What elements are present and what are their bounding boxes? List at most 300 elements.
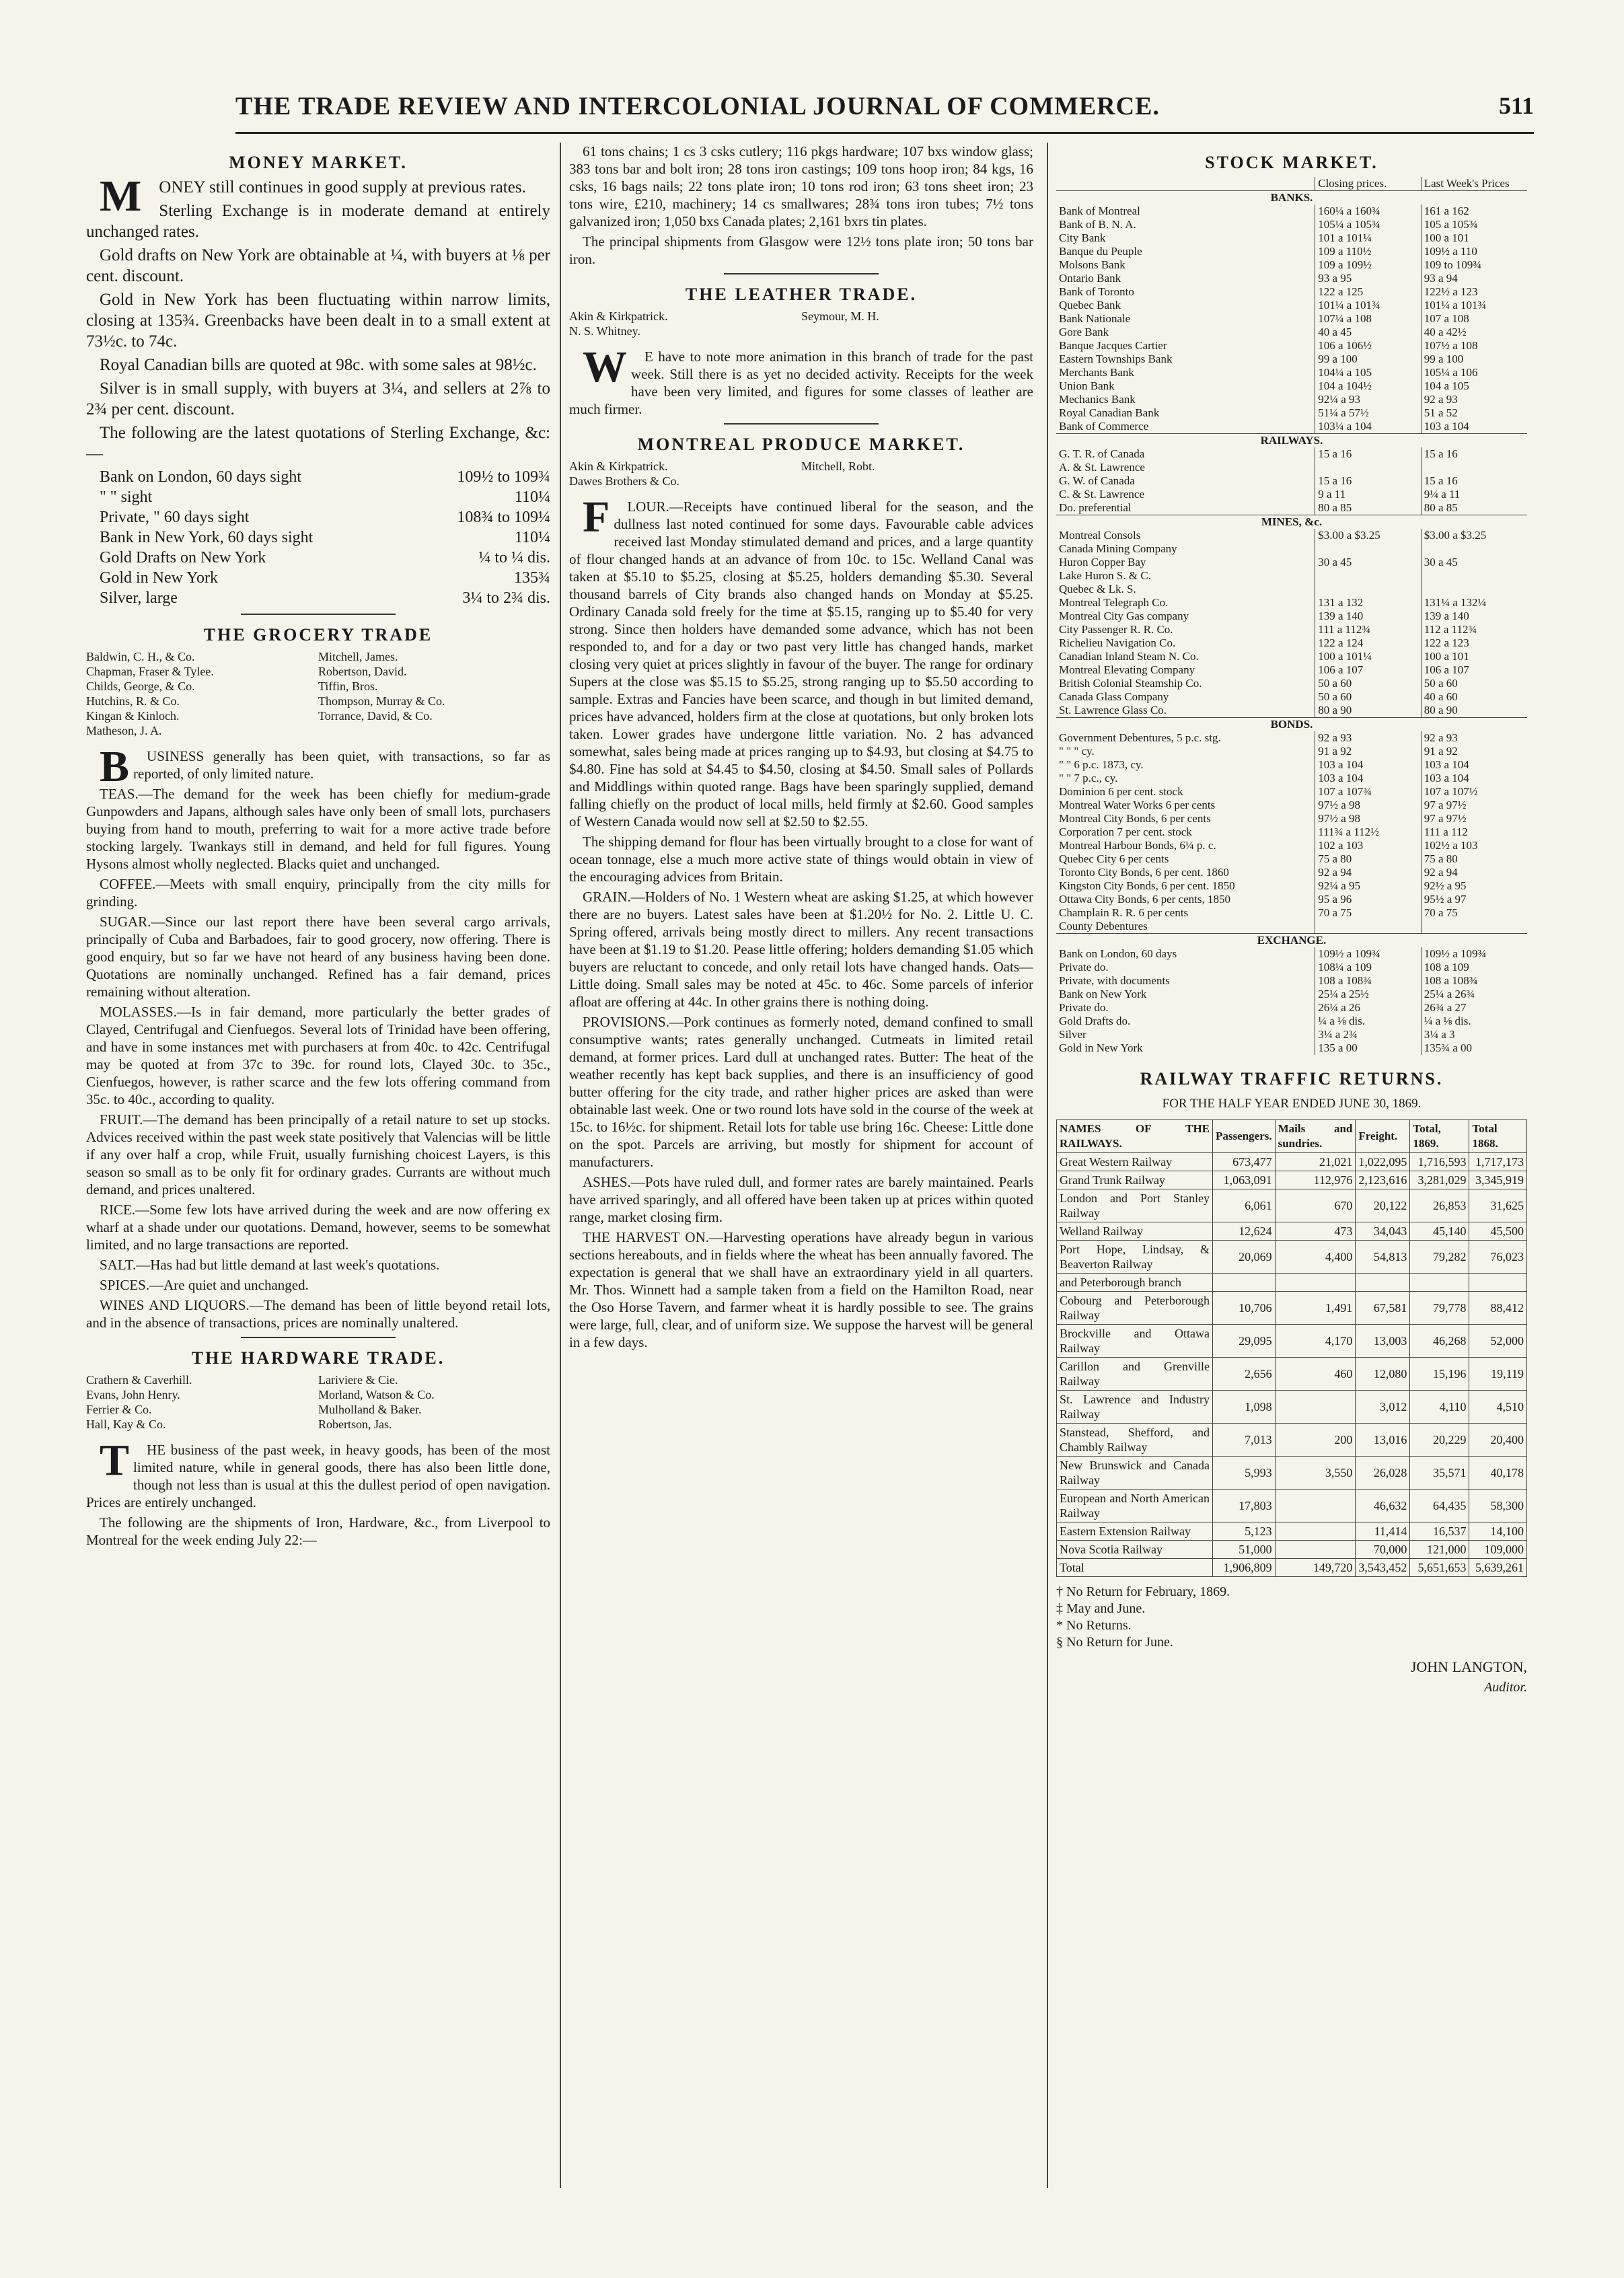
paragraph: WINES AND LIQUORS.—The demand has been of little beyond retail lots, and in the absence of transactions, prices are nominally unaltered. [86,1297,550,1331]
paragraph: 61 tons chains; 1 cs 3 csks cutlery; 116 pkgs hardware; 107 bxs window glass; 383 tons bar and bolt iron; 28 tons iron castings; 109 tons hoop iron; 84 kgs, 16 csks, 16 bags nails; 22 tons plate iron; 10 tons rod iron; 63 tons sheet iron; 23 tons wire, £210, machinery; 14 cs smallwares; 28¾ tons iron tubes; 7½ tons galvanized iron; 1,050 bxs Canada plates; 2,161 bxrs tin plates. [569,143,1033,229]
stock-closing-price: 97½ a 98 [1315,799,1421,812]
stock-last-week-price: 103 a 104 [1421,758,1527,772]
stock-closing-price: 135 a 00 [1315,1041,1421,1055]
firm-name: Kingan & Kinloch. [86,709,180,723]
paragraph: THE HARVEST ON.—Harvesting operations have already begun in various sections hereabouts, and in fields where the wheat has been annually favored. The expectation is general that we shall have an extraordinary yield in all quarters. Mr. Thos. Winnett had a sample taken from a field on the Hamilton Road, near the Oso Horse Tavern, and farmer wheat it is hardly possible to see. The grains were large, full, clear, and of uniform size. We suppose the harvest will be general in a few days. [569,1229,1033,1350]
stock-closing-price: 108¼ a 109 [1315,961,1421,974]
total-1868: 52,000 [1469,1325,1527,1358]
total-1868: 45,500 [1469,1222,1527,1241]
stock-last-week-price: 131¼ a 132¼ [1421,596,1527,610]
stock-category: BANKS. [1056,191,1527,205]
railway-row [1057,1391,1527,1424]
stock-closing-price: 92 a 94 [1315,866,1421,879]
stock-last-week-price [1421,542,1527,556]
stock-last-week-price: ¼ a ⅛ dis. [1421,1015,1527,1028]
stock-row [1056,312,1527,326]
stock-closing-price: 104 a 104½ [1315,379,1421,393]
stock-closing-price: 103¼ a 104 [1315,420,1421,434]
stock-closing-price: 91 a 92 [1315,745,1421,758]
railway-traffic-table [1056,1119,1527,1577]
stock-row [1056,1015,1527,1028]
total-1869: 64,435 [1410,1490,1469,1522]
total-1869: 46,268 [1410,1325,1469,1358]
section-rule [724,273,879,274]
paragraph: Gold in New York has been fluctuating within narrow limits, closing at 135¾. Greenbacks have been dealt in to a small extent at 73½c. to 74c. [86,291,550,351]
quotation-row [86,548,550,568]
quotation-value: 135¾ [514,569,550,587]
stock-market-heading: STOCK MARKET. [1205,153,1378,172]
railway-column-header: Total 1868. [1469,1120,1527,1153]
stock-row [1056,893,1527,906]
stock-category-row [1056,434,1527,448]
stock-name: " " 6 p.c. 1873, cy. [1059,758,1144,771]
stock-last-week-price: 40 a 60 [1421,690,1527,704]
section-rule [241,1337,396,1338]
stock-last-week-price: 105 a 105¾ [1421,218,1527,231]
column-divider [1047,143,1048,2188]
produce-market-heading: MONTREAL PRODUCE MARKET. [637,435,965,454]
railway-row [1057,1241,1527,1274]
stock-last-week-price: 103 a 104 [1421,772,1527,785]
stock-last-week-price: 50 a 60 [1421,677,1527,690]
stock-name: Do. preferential [1059,501,1132,514]
money-market-text [86,172,550,464]
passengers [1213,1274,1276,1292]
total-1868: 40,178 [1469,1457,1527,1490]
firm-name: N. S. Whitney. [569,324,640,338]
freight: 11,414 [1356,1522,1410,1541]
railway-name: Brockville and Ottawa Railway [1057,1325,1213,1358]
stock-closing-price [1315,542,1421,556]
stock-closing-price: 25¼ a 25½ [1315,988,1421,1001]
railway-column-header: Passengers. [1213,1120,1276,1153]
firm-name: Robertson, David. [318,665,407,678]
stock-col-name [1056,177,1315,191]
stock-row [1056,623,1527,636]
total-1868: 109,000 [1469,1541,1527,1559]
passengers: 6,061 [1213,1189,1276,1222]
stock-name: Canada Mining Company [1059,542,1177,555]
railway-row [1057,1358,1527,1391]
paragraph: FRUIT.—The demand has been principally of a retail nature to set up stocks. Advices received within the past week state positively that Valencias will be little if any over half a crop, while Fruit, usually furnishing choicest Layers, is this season so small as to be only fit for ordinary grades. Currants are without much demand, and prices unaltered. [86,1111,550,1198]
paragraph: Silver is in small supply, with buyers at 3¼, and sellers at 2⅞ to 2¾ per cent. discount. [86,379,550,418]
stock-last-week-price: 97 a 97½ [1421,812,1527,825]
stock-name: Quebec City 6 per cents [1059,852,1169,865]
total-1868: 14,100 [1469,1522,1527,1541]
stock-last-week-price: 107 a 108 [1421,312,1527,326]
stock-closing-price: 101¼ a 101¾ [1315,299,1421,312]
railway-row [1057,1541,1527,1559]
stock-row [1056,596,1527,610]
total-1868: 20,400 [1469,1424,1527,1457]
freight: 1,022,095 [1356,1153,1410,1171]
grocery-trade-text [86,742,550,1331]
stock-last-week-price: 40 a 42½ [1421,326,1527,339]
stock-last-week-price: 112 a 112¾ [1421,623,1527,636]
railway-name: and Peterborough branch [1057,1274,1213,1292]
firm-name: Childs, George, & Co. [86,679,195,693]
total-1869: 4,110 [1410,1391,1469,1424]
stock-row [1056,799,1527,812]
stock-name: County Debentures [1059,920,1148,932]
stock-row [1056,785,1527,799]
stock-row [1056,731,1527,745]
stock-name: Ottawa City Bonds, 6 per cents, 1850 [1059,893,1230,906]
stock-row [1056,231,1527,245]
stock-closing-price: 80 a 85 [1315,501,1421,515]
hardware-shipments-text [569,143,1033,268]
stock-last-week-price: 75 a 80 [1421,852,1527,866]
stock-last-week-price: 9¼ a 11 [1421,488,1527,501]
stock-name: Corporation 7 per cent. stock [1059,825,1192,838]
stock-closing-price [1315,920,1421,934]
stock-row [1056,379,1527,393]
stock-name: Montreal Telegraph Co. [1059,596,1169,609]
stock-closing-price: 139 a 140 [1315,610,1421,623]
firm-name: Ferrier & Co. [86,1403,152,1416]
stock-name: St. Lawrence Glass Co. [1059,704,1167,717]
stock-closing-price: 75 a 80 [1315,852,1421,866]
column-divider [560,143,561,2188]
section-rule [241,614,396,615]
stock-last-week-price [1421,583,1527,596]
stock-name: Dominion 6 per cent. stock [1059,785,1183,798]
stock-row [1056,677,1527,690]
mails-sundries: 112,976 [1275,1171,1356,1189]
paragraph: WE have to note more animation in this branch of trade for the past week. Still there is as yet no decided activity. Receipts for the week have been very limited, and figures for some classes of leather are much firmer. [569,342,1033,417]
stock-last-week-price: 135¾ a 00 [1421,1041,1527,1055]
stock-name: G. T. R. of Canada [1059,447,1145,460]
stock-last-week-price: 15 a 16 [1421,474,1527,488]
stock-closing-price: 97½ a 98 [1315,812,1421,825]
paragraph: SALT.—Has had but little demand at last week's quotations. [100,1257,440,1273]
paragraph: The shipping demand for flour has been virtually brought to a close for want of ocean tonnage, else a much more active state of things would obtain in view of the encouraging advices from Britain. [569,834,1033,885]
stock-last-week-price: 70 a 75 [1421,906,1527,920]
freight: 3,543,452 [1356,1559,1410,1577]
stock-category: EXCHANGE. [1056,934,1527,948]
railway-row [1057,1522,1527,1541]
column-middle [569,143,1033,1354]
firm-name [318,723,550,738]
stock-closing-price: 92¼ a 95 [1315,879,1421,893]
paragraph: GRAIN.—Holders of No. 1 Western wheat are asking $1.25, at which however there are no buyers. Latest sales have been at $1.20½ for No. 2. Little U. C. Spring offered, arrivals being mostly direct to millers. Any recent transactions have been at $1.19 to $1.20. Pease little offering; holders demanding $1.05 which buyers are reluctant to concede, and only retail lots have changed hands. Oats—Little doing. Small sales may be noted at 45c. to 46c. Some parcels of inferior afloat are offering at 44c. In other grains there is nothing doing. [569,889,1033,1010]
railway-name: Grand Trunk Railway [1057,1171,1213,1189]
passengers: 29,095 [1213,1325,1276,1358]
stock-row [1056,339,1527,353]
stock-last-week-price: 92 a 93 [1421,393,1527,406]
stock-row [1056,1028,1527,1041]
page-number: 511 [1498,92,1534,119]
stock-closing-price: 131 a 132 [1315,596,1421,610]
stock-closing-price: 50 a 60 [1315,690,1421,704]
stock-name: Bank on New York [1059,988,1147,1000]
column-left [86,143,550,1551]
quotation-row [86,568,550,588]
stock-name: Quebec Bank [1059,299,1121,311]
paragraph: The following are the shipments of Iron, Hardware, &c., from Liverpool to Montreal for the week ending July 22:— [86,1514,550,1548]
mails-sundries: 149,720 [1275,1559,1356,1577]
stock-name: Banque Jacques Cartier [1059,339,1167,352]
stock-table [1056,177,1527,1055]
stock-name: Lake Huron S. & C. [1059,569,1151,582]
footnote: § No Return for June. [1056,1635,1173,1650]
stock-last-week-price: 51 a 52 [1421,406,1527,420]
stock-closing-price: 111¾ a 112½ [1315,825,1421,839]
sterling-quotations [86,467,550,608]
stock-name: Champlain R. R. 6 per cents [1059,906,1189,919]
stock-row [1056,636,1527,650]
firm-name: Akin & Kirkpatrick. [569,309,668,323]
stock-name: Private do. [1059,1001,1109,1014]
stock-row [1056,366,1527,379]
stock-name: Eastern Townships Bank [1059,353,1173,365]
paragraph: The following are the latest quotations of Sterling Exchange, &c:— [86,424,550,463]
stock-name: Bank of Toronto [1059,285,1134,298]
stock-col-closing: Closing prices. [1315,177,1421,191]
page-header [235,86,1534,133]
paragraph: Royal Canadian bills are quoted at 98c. with some sales at 98½c. [100,356,537,374]
stock-row [1056,285,1527,299]
stock-closing-price: 122 a 124 [1315,636,1421,650]
freight: 2,123,616 [1356,1171,1410,1189]
freight: 26,028 [1356,1457,1410,1490]
firm-name: Mitchell, James. [318,650,398,663]
total-1868: 88,412 [1469,1292,1527,1325]
stock-row [1056,326,1527,339]
quotation-label: Gold in New York [100,569,219,587]
stock-name: Bank of Commerce [1059,420,1149,433]
stock-last-week-price: 25¼ a 26¾ [1421,988,1527,1001]
stock-closing-price [1315,583,1421,596]
stock-name: Montreal Consols [1059,529,1141,542]
stock-name: " " 7 p.c., cy. [1059,772,1118,784]
stock-name: C. & St. Lawrence [1059,488,1144,501]
stock-name: Silver [1059,1028,1086,1041]
quotation-value: 110¼ [514,488,550,506]
stock-last-week-price: 122½ a 123 [1421,285,1527,299]
stock-name: Montreal Harbour Bonds, 6¼ p. c. [1059,839,1216,852]
freight: 13,016 [1356,1424,1410,1457]
railway-column-header: NAMES OF THE RAILWAYS. [1057,1120,1213,1153]
stock-last-week-price: 93 a 94 [1421,272,1527,285]
stock-last-week-price: 106 a 107 [1421,663,1527,677]
railway-name: Stanstead, Shefford, and Chambly Railway [1057,1424,1213,1457]
passengers: 673,477 [1213,1153,1276,1171]
freight: 3,012 [1356,1391,1410,1424]
quotation-row [86,527,550,548]
stock-last-week-price: 100 a 101 [1421,231,1527,245]
mails-sundries [1275,1522,1356,1541]
stock-closing-price: ¼ a ⅛ dis. [1315,1015,1421,1028]
stock-row [1056,961,1527,974]
journal-title: THE TRADE REVIEW AND INTERCOLONIAL JOURNAL OF COMMERCE. [235,92,1160,120]
stock-row [1056,474,1527,488]
railway-name: St. Lawrence and Industry Railway [1057,1391,1213,1424]
paragraph: FLOUR.—Receipts have continued liberal for the season, and the dullness last noted continued for some days. Favourable cable advices received last Monday stimulated demand and prices, and a large quantity of flour changed hands at an advance of from 10c. to 15c. Welland Canal was taken at $5.10 to $5.25, closing at $5.25, holders demanding $5.30. Several thousand barrels of City brands also changed hands on Monday at $5.25. Ordinary Canada sold freely for the time at $5.15, ranging up to $5.40 for very strong. Since then holders have demanded some advance, which has not been responded to, and for a day or two past very little has changed hands, market closing very quiet at prices slightly in favour of the buyer. The range for ordinary Supers at the close was $5.15 to $5.25, strong ranging up to $5.50 according to sample. Extras and Fancies have been scarce, and though in but limited demand, prices have advanced, holders firm at the close at quotations, but only broken lots taken. Lower grades have undergone little variation. No. 2 has advanced somewhat, sales being made at prices ranging up to $4.93, but closing at $4.75 to $4.80. Fine has sold at $4.45 to $4.50, closing at $4.50. Small sales of Pollards and Middlings within quoted range. Bags have been sparingly supplied, demand falling chiefly on the product of local mills, held firmly at $2.60. Good samples of Western Canada would now sell at $2.50 to $2.55. [569,492,1033,830]
paragraph: COFFEE.—Meets with small enquiry, principally from the city mills for grinding. [86,876,550,910]
stock-category: MINES, &c. [1056,515,1527,529]
stock-name: British Colonial Steamship Co. [1059,677,1202,690]
freight: 34,043 [1356,1222,1410,1241]
stock-closing-price: 40 a 45 [1315,326,1421,339]
firm-name: Baldwin, C. H., & Co. [86,650,195,663]
total-1869 [1410,1274,1469,1292]
stock-row [1056,812,1527,825]
stock-last-week-price: 92½ a 95 [1421,879,1527,893]
stock-name: Gore Bank [1059,326,1109,338]
firm-name [801,324,1033,338]
stock-last-week-price: 97 a 97½ [1421,799,1527,812]
total-1869: 15,196 [1410,1358,1469,1391]
stock-closing-price: 160¼ a 160¾ [1315,205,1421,218]
railway-name: Welland Railway [1057,1222,1213,1241]
stock-category-row [1056,934,1527,948]
grocery-trade-heading: THE GROCERY TRADE [203,625,433,645]
total-1869: 45,140 [1410,1222,1469,1241]
quotation-label: Silver, large [100,589,178,607]
stock-name: Huron Copper Bay [1059,556,1146,568]
stock-row [1056,650,1527,663]
stock-name: Bank of B. N. A. [1059,218,1136,231]
stock-row [1056,1041,1527,1055]
passengers: 1,063,091 [1213,1171,1276,1189]
stock-row [1056,529,1527,542]
total-1868: 31,625 [1469,1189,1527,1222]
railway-row [1057,1171,1527,1189]
footnote: † No Return for February, 1869. [1056,1584,1230,1599]
stock-name: Gold in New York [1059,1041,1143,1054]
stock-closing-price: 15 a 16 [1315,447,1421,461]
stock-name: Banque du Peuple [1059,245,1142,258]
quotation-value: 3¼ to 2¾ dis. [462,589,550,607]
stock-row [1056,866,1527,879]
paragraph: Sterling Exchange is in moderate demand at entirely unchanged rates. [86,202,550,241]
stock-last-week-price: 100 a 101 [1421,650,1527,663]
paragraph: MONEY still continues in good supply at previous rates. [100,172,526,221]
paragraph: SUGAR.—Since our last report there have been several cargo arrivals, principally of Cuba and Barbadoes, fair to good grocery, now offering. There is good enquiry, but so far we have not heard of any business having been done. Quotations are nominally unchanged. Refined has a fair demand, prices remaining without alteration. [86,914,550,1000]
total-1869: 5,651,653 [1410,1559,1469,1577]
stock-name: Government Debentures, 5 p.c. stg. [1059,731,1221,744]
stock-last-week-price: 108 a 109 [1421,961,1527,974]
railway-name: Nova Scotia Railway [1057,1541,1213,1559]
railway-footnotes [1056,1584,1527,1651]
quotation-row [86,507,550,527]
stock-closing-price: 108 a 108¾ [1315,974,1421,988]
railway-column-header: Mails and sundries. [1275,1120,1356,1153]
paragraph: SPICES.—Are quiet and unchanged. [100,1277,309,1293]
stock-closing-price: 122 a 125 [1315,285,1421,299]
stock-closing-price: 109½ a 109¾ [1315,947,1421,961]
stock-row [1056,974,1527,988]
stock-row [1056,299,1527,312]
stock-name: Mechanics Bank [1059,393,1136,406]
paragraph: THE business of the past week, in heavy goods, has been of the most limited nature, while in general goods, there has also been little done, though not less than is usual at this the dullest period of open navigation. Prices are entirely unchanged. [86,1436,550,1510]
quotation-label: Bank in New York, 60 days sight [100,529,313,546]
stock-row [1056,825,1527,839]
stock-closing-price: 9 a 11 [1315,488,1421,501]
total-1868: 76,023 [1469,1241,1527,1274]
stock-row [1056,393,1527,406]
stock-col-last-week: Last Week's Prices [1421,177,1527,191]
firm-name: Evans, John Henry. [86,1388,180,1401]
firm-name: Dawes Brothers & Co. [569,474,679,488]
stock-last-week-price: 15 a 16 [1421,447,1527,461]
firm-name: Crathern & Caverhill. [86,1373,192,1387]
stock-last-week-price: $3.00 a $3.25 [1421,529,1527,542]
quotation-label: Gold Drafts on New York [100,549,266,566]
railway-name: Cobourg and Peterborough Railway [1057,1292,1213,1325]
stock-name: Royal Canadian Bank [1059,406,1160,419]
freight: 13,003 [1356,1325,1410,1358]
stock-row [1056,839,1527,852]
stock-closing-price: 15 a 16 [1315,474,1421,488]
stock-row [1056,745,1527,758]
firm-name: Seymour, M. H. [801,309,879,323]
railway-row [1057,1457,1527,1490]
stock-row [1056,852,1527,866]
passengers: 10,706 [1213,1292,1276,1325]
hardware-trade-text [86,1436,550,1549]
stock-last-week-price: 91 a 92 [1421,745,1527,758]
stock-last-week-price: 30 a 45 [1421,556,1527,569]
stock-last-week-price: 3¼ a 3 [1421,1028,1527,1041]
stock-name: Kingston City Bonds, 6 per cent. 1850 [1059,879,1235,892]
freight [1356,1274,1410,1292]
stock-row [1056,245,1527,258]
stock-last-week-price [1421,569,1527,583]
stock-row [1056,758,1527,772]
stock-last-week-price: 101¼ a 101¾ [1421,299,1527,312]
stock-closing-price: 51¼ a 57½ [1315,406,1421,420]
stock-last-week-price: 102½ a 103 [1421,839,1527,852]
railway-column-header: Freight. [1356,1120,1410,1153]
freight: 67,581 [1356,1292,1410,1325]
firm-name: Mulholland & Baker. [318,1403,422,1416]
mails-sundries [1275,1391,1356,1424]
stock-last-week-price: 80 a 85 [1421,501,1527,515]
stock-row [1056,906,1527,920]
passengers: 7,013 [1213,1424,1276,1457]
freight: 12,080 [1356,1358,1410,1391]
mails-sundries: 4,170 [1275,1325,1356,1358]
total-1869: 35,571 [1410,1457,1469,1490]
railway-name: Carillon and Grenville Railway [1057,1358,1213,1391]
mails-sundries: 3,550 [1275,1457,1356,1490]
railway-row [1057,1292,1527,1325]
stock-row [1056,1001,1527,1015]
stock-row [1056,420,1527,434]
stock-closing-price [1315,461,1421,474]
stock-name: City Bank [1059,231,1106,244]
stock-closing-price: 3¼ a 2¾ [1315,1028,1421,1041]
passengers: 12,624 [1213,1222,1276,1241]
auditor-name: JOHN LANGTON, [1410,1658,1527,1675]
stock-name: Montreal City Gas company [1059,610,1189,622]
total-1869: 79,282 [1410,1241,1469,1274]
stock-last-week-price: 108 a 108¾ [1421,974,1527,988]
railway-row [1057,1153,1527,1171]
mails-sundries [1275,1274,1356,1292]
railway-row [1057,1274,1527,1292]
railway-name: Great Western Railway [1057,1153,1213,1171]
quotation-label: Bank on London, 60 days sight [100,468,301,486]
total-1868 [1469,1274,1527,1292]
stock-name: Quebec & Lk. S. [1059,583,1136,595]
produce-firms [569,459,1033,488]
header-rule [235,132,1534,134]
firm-name: Thompson, Murray & Co. [318,694,445,708]
stock-closing-price: 111 a 112¾ [1315,623,1421,636]
